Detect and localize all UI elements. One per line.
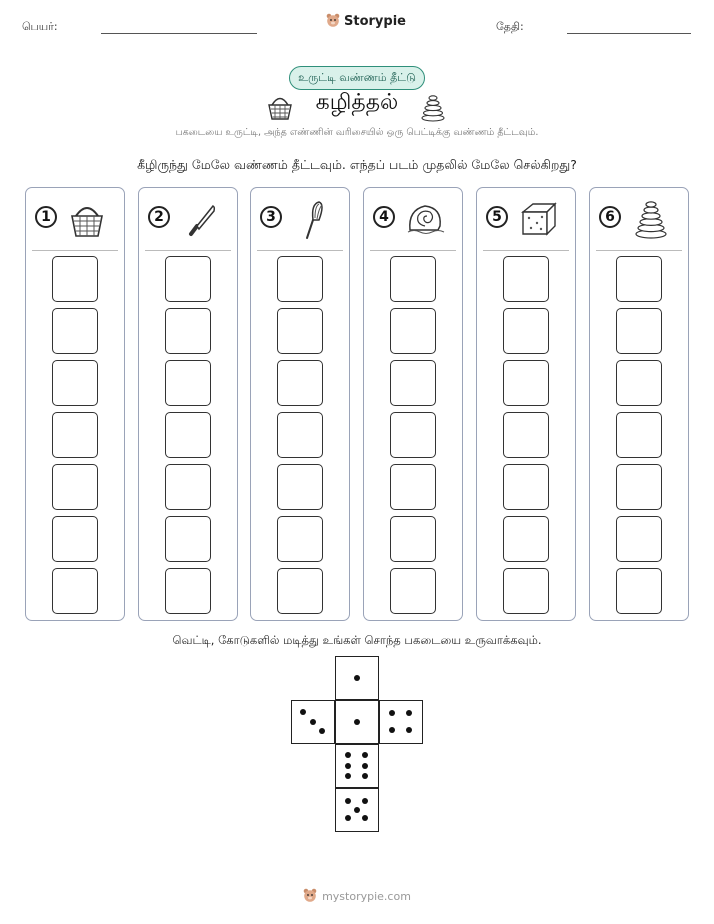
color-box[interactable]	[277, 308, 323, 354]
color-box[interactable]	[165, 308, 211, 354]
color-box[interactable]	[165, 412, 211, 458]
dice-pip	[319, 728, 325, 734]
dice-face	[335, 744, 379, 788]
dice-pip	[345, 773, 351, 779]
dice-pip	[389, 727, 395, 733]
color-box[interactable]	[52, 256, 98, 302]
name-line[interactable]	[101, 33, 257, 34]
color-box[interactable]	[503, 308, 549, 354]
color-box[interactable]	[390, 568, 436, 614]
instruction: கீழிருந்து மேலே வண்ணம் தீட்டவும். எந்தப் படம் முதலில் மேலே செல்கிறது?	[137, 157, 577, 172]
color-box[interactable]	[390, 516, 436, 562]
dice-pip	[406, 710, 412, 716]
knife-icon	[179, 198, 221, 240]
color-box[interactable]	[503, 412, 549, 458]
column-divider	[483, 250, 569, 251]
footer	[0, 888, 714, 904]
column-number: 6	[599, 206, 621, 228]
dice-face	[291, 700, 335, 744]
column-2	[138, 187, 238, 621]
activity-badge: உருட்டி வண்ணம் தீட்டு	[289, 66, 425, 90]
color-box[interactable]	[616, 308, 662, 354]
color-box[interactable]	[616, 360, 662, 406]
dice-pip	[362, 752, 368, 758]
color-box[interactable]	[277, 464, 323, 510]
column-number: 5	[486, 206, 508, 228]
color-box[interactable]	[165, 568, 211, 614]
color-box[interactable]	[503, 568, 549, 614]
dice-pip	[362, 773, 368, 779]
subtitle: பகடையை உருட்டி, அந்த எண்ணின் வரிசையில் ஒரு பெட்டிக்கு வண்ணம் தீட்டவும்.	[175, 127, 539, 138]
stacked-stones-icon	[420, 92, 446, 122]
color-box[interactable]	[503, 256, 549, 302]
column-number: 4	[373, 206, 395, 228]
column-3	[250, 187, 350, 621]
color-box[interactable]	[52, 308, 98, 354]
color-box[interactable]	[52, 412, 98, 458]
dice-pip	[362, 763, 368, 769]
dice-face	[335, 788, 379, 832]
color-box[interactable]	[277, 360, 323, 406]
color-box[interactable]	[52, 464, 98, 510]
color-box[interactable]	[52, 568, 98, 614]
color-box[interactable]	[616, 568, 662, 614]
brand-logo	[326, 13, 406, 29]
bear-icon	[303, 888, 317, 904]
dice-pip	[345, 763, 351, 769]
color-box[interactable]	[616, 256, 662, 302]
dice-pip	[362, 798, 368, 804]
dice-pip	[300, 709, 306, 715]
color-box[interactable]	[277, 412, 323, 458]
color-box[interactable]	[503, 516, 549, 562]
brand-name: Storypie	[344, 13, 406, 29]
color-box[interactable]	[390, 256, 436, 302]
dice-pip	[406, 727, 412, 733]
dice-face	[335, 656, 379, 700]
dice-pip	[362, 815, 368, 821]
color-box[interactable]	[503, 464, 549, 510]
dice-face	[335, 700, 379, 744]
color-box[interactable]	[277, 516, 323, 562]
column-divider	[32, 250, 118, 251]
column-4	[363, 187, 463, 621]
color-box[interactable]	[165, 256, 211, 302]
color-box[interactable]	[165, 464, 211, 510]
column-number: 1	[35, 206, 57, 228]
footer-url[interactable]: mystorypie.com	[322, 889, 411, 903]
dice-pip	[345, 798, 351, 804]
date-line[interactable]	[567, 33, 691, 34]
color-box[interactable]	[616, 412, 662, 458]
column-number: 2	[148, 206, 170, 228]
dice-pip	[310, 719, 316, 725]
basket-icon	[66, 198, 108, 240]
dice-face	[379, 700, 423, 744]
color-box[interactable]	[277, 256, 323, 302]
color-box[interactable]	[616, 464, 662, 510]
color-box[interactable]	[277, 568, 323, 614]
column-6	[589, 187, 689, 621]
basket-icon	[265, 92, 295, 122]
column-divider	[257, 250, 343, 251]
column-number: 3	[260, 206, 282, 228]
dice-instruction: வெட்டி, கோடுகளில் மடித்து உங்கள் சொந்த பகடையை உருவாக்கவும்.	[172, 633, 542, 647]
column-5	[476, 187, 576, 621]
column-divider	[370, 250, 456, 251]
column-1	[25, 187, 125, 621]
column-divider	[145, 250, 231, 251]
color-box[interactable]	[52, 360, 98, 406]
name-label: பெயர்:	[22, 20, 58, 33]
stacked-stones-icon	[630, 198, 672, 240]
color-box[interactable]	[390, 464, 436, 510]
color-box[interactable]	[52, 516, 98, 562]
color-box[interactable]	[390, 412, 436, 458]
color-box[interactable]	[390, 308, 436, 354]
title-text: கழித்தல்	[315, 90, 399, 115]
dice-pip	[354, 719, 360, 725]
bear-icon	[326, 13, 340, 29]
page-title	[0, 90, 714, 118]
whisk-icon	[291, 198, 333, 240]
dice-pip	[354, 675, 360, 681]
color-box[interactable]	[165, 516, 211, 562]
date-label: தேதி:	[496, 20, 524, 33]
color-box[interactable]	[390, 360, 436, 406]
dice-pip	[345, 752, 351, 758]
color-box[interactable]	[503, 360, 549, 406]
dice-pip	[345, 815, 351, 821]
sponge-icon	[517, 198, 559, 240]
dice-pip	[354, 807, 360, 813]
column-divider	[596, 250, 682, 251]
shell-icon	[404, 198, 446, 240]
dice-pip	[389, 710, 395, 716]
color-box[interactable]	[616, 516, 662, 562]
color-box[interactable]	[165, 360, 211, 406]
